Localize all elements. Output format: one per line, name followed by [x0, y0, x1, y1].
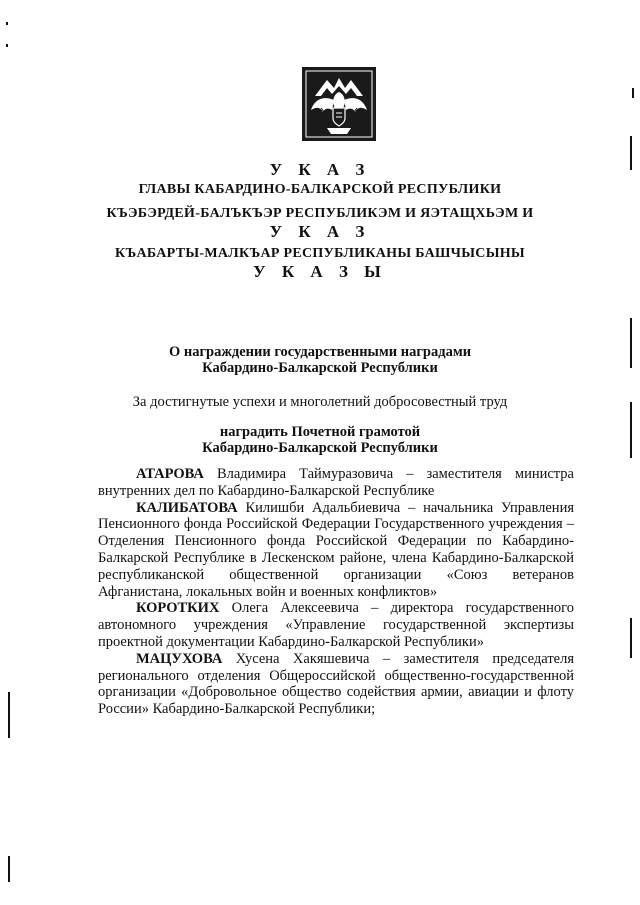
- scan-edge-mark: [8, 856, 10, 882]
- decree-subject: [0, 344, 640, 376]
- decree-issuer-russian: ГЛАВЫ КАБАРДИНО-БАЛКАРСКОЙ РЕСПУБЛИКИ: [138, 182, 502, 197]
- decree-title: У К А З: [269, 160, 371, 179]
- awardee-surname: КОРОТКИХ: [136, 600, 220, 617]
- awardee-surname: АТАРОВА: [136, 466, 204, 482]
- scan-edge-mark: [630, 136, 632, 170]
- awardee-surname: КАЛИБАТОВА: [136, 499, 238, 516]
- subject-line-2: Кабардино-Балкарской Республики: [202, 360, 438, 376]
- award-line-1: наградить Почетной грамотой: [219, 424, 421, 440]
- preamble: За достигнутые успехи и многолетний добросовестный труд: [132, 394, 508, 410]
- awardee-paragraph: [98, 651, 574, 718]
- awardee-surname: МАЦУХОВА: [136, 650, 223, 667]
- coat-of-arms-emblem: [301, 66, 377, 142]
- scan-edge-mark: [8, 692, 10, 738]
- awardee-details: Олега Алексеевича – директора государственного автономного учреждения «Управление государственной экспертизы проектной документации Кабардино-Балкарской Республики»: [98, 600, 574, 650]
- awardee-list: [98, 466, 574, 718]
- scan-edge-mark: [630, 402, 632, 458]
- scan-edge-mark: [632, 88, 634, 98]
- scan-dot: [6, 22, 8, 25]
- subject-line-1: О награждении государственными наградами: [168, 344, 472, 360]
- awardee-paragraph: [98, 466, 574, 500]
- decree-issuer-balkar: КЪАБАРТЫ-МАЛКЪАР РЕСПУБЛИКАНЫ БАШЧЫСЫНЫ: [115, 246, 525, 261]
- awardee-paragraph: [98, 500, 574, 601]
- scan-edge-mark: [630, 618, 632, 658]
- scan-edge-mark: [630, 318, 632, 368]
- awardee-details: Владимира Таймуразовича – заместителя министра внутренних дел по Кабардино-Балкарской Республике: [98, 466, 574, 499]
- award-heading: [0, 424, 640, 456]
- awardee-details: Килишби Адальбиевича – начальника Управления Пенсионного фонда Российской Федерации Государственного учреждения – Отделения Пенсионного фонда Российской Федерации по Кабардино-Балкарской Республике в Лескенском районе, члена Кабардино-Балкарской республиканской общественной организации «Союз ветеранов Афганистана, локальных войн и военных конфликтов»: [98, 499, 574, 600]
- award-line-2: Кабардино-Балкарской Республики: [202, 440, 438, 456]
- scan-dot: [6, 44, 8, 47]
- awardee-paragraph: [98, 600, 574, 650]
- awardee-details: Хусена Хакяшевича – заместителя председателя регионального отделения Общероссийской общественно-государственной организации «Добровольное общество содействия армии, авиации и флоту России» Кабардино-Балкарской Республики;: [98, 650, 574, 718]
- decree-issuer-kabardian: КЪЭБЭРДЕЙ-БАЛЪКЪЭР РЕСПУБЛИКЭМ И ЯЭТАЩХЬЭМ И: [106, 206, 534, 221]
- decree-title-balkar: У К А З Ы: [253, 262, 387, 281]
- decree-title-kabardian: У К А З: [269, 222, 371, 241]
